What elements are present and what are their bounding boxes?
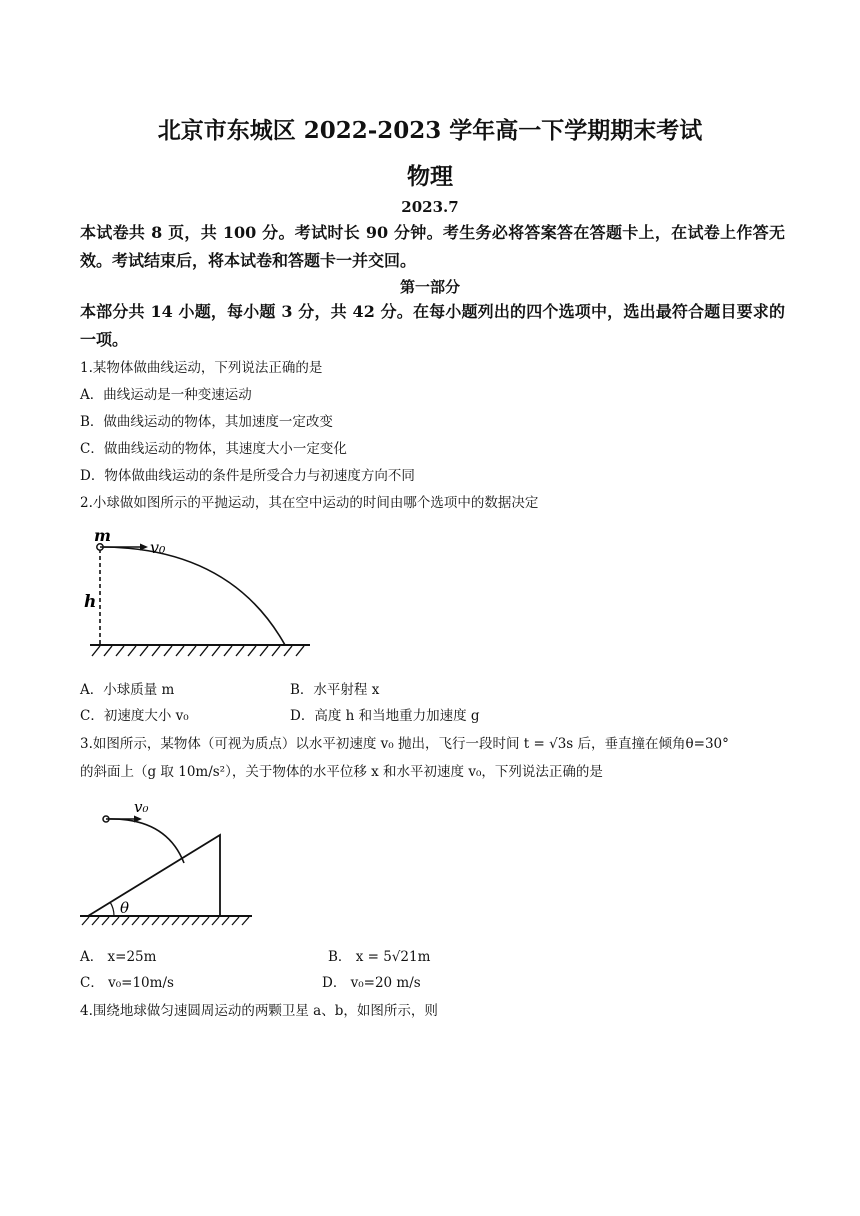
exam-title: 北京市东城区 2022-2023 学年高一下学期期末考试: [157, 117, 703, 144]
question-3-option-b: B． x = 5√21m: [328, 949, 431, 965]
question-2-option-d: D．高度 h 和当地重力加速度 g: [290, 708, 480, 724]
part-heading: 第一部分: [399, 278, 460, 296]
question-3-stem-line1: 3.如图所示，某物体（可视为质点）以水平初速度 v₀ 抛出，飞行一段时间 t = √3s 后，垂直撞在倾角θ=30°: [80, 736, 729, 752]
question-1-option-b: B．做曲线运动的物体，其加速度一定改变: [80, 414, 333, 430]
question-3-option-a: A． x=25m: [80, 949, 157, 965]
v0-label: v₀: [134, 798, 149, 816]
mass-label: m: [94, 526, 111, 545]
question-3-option-d: D． v₀=20 m/s: [322, 975, 421, 991]
question-1-option-d: D．物体做曲线运动的条件是所受合力与初速度方向不同: [80, 468, 415, 484]
question-4-stem: 4.围绕地球做匀速圆周运动的两颗卫星 a、b，如图所示，则: [80, 1003, 438, 1019]
angle-arc: [110, 902, 114, 916]
trajectory-curve: [106, 819, 184, 863]
question-1-stem: 1.某物体做曲线运动，下列说法正确的是: [80, 360, 323, 376]
question-2-stem: 2.小球做如图所示的平抛运动，其在空中运动的时间由哪个选项中的数据决定: [80, 495, 539, 511]
question-2-option-c: C．初速度大小 v₀: [80, 708, 189, 724]
question-1-option-a: A．曲线运动是一种变速运动: [80, 387, 252, 403]
incline-figure: [76, 795, 256, 930]
ground-hatch: [82, 917, 249, 925]
trajectory-curve: [100, 547, 285, 645]
question-3-stem-line2: 的斜面上（g 取 10m/s²），关于物体的水平位移 x 和水平初速度 v₀，下列说法正确的是: [80, 764, 603, 780]
exam-subject: 物理: [407, 163, 453, 190]
projectile-figure: [80, 525, 320, 665]
ground-hatch: [92, 646, 304, 656]
question-2-option-b: B．水平射程 x: [290, 682, 380, 698]
exam-date: 2023.7: [401, 198, 459, 216]
height-label: h: [84, 592, 97, 612]
part-intro: 本部分共 14 小题，每小题 3 分，共 42 分。在每小题列出的四个选项中，选出最符合题目要求的一项。: [80, 302, 785, 349]
question-2-option-a: A．小球质量 m: [80, 682, 175, 698]
question-3-option-c: C． v₀=10m/s: [80, 975, 174, 991]
theta-label: θ: [120, 899, 130, 917]
v0-label: v₀: [150, 538, 166, 557]
incline-triangle: [88, 835, 220, 916]
exam-instructions: 本试卷共 8 页，共 100 分。考试时长 90 分钟。考生务必将答案答在答题卡上，在试卷上作答无效。考试结束后，将本试卷和答题卡一并交回。: [80, 223, 785, 270]
question-1-option-c: C．做曲线运动的物体，其速度大小一定变化: [80, 441, 347, 457]
